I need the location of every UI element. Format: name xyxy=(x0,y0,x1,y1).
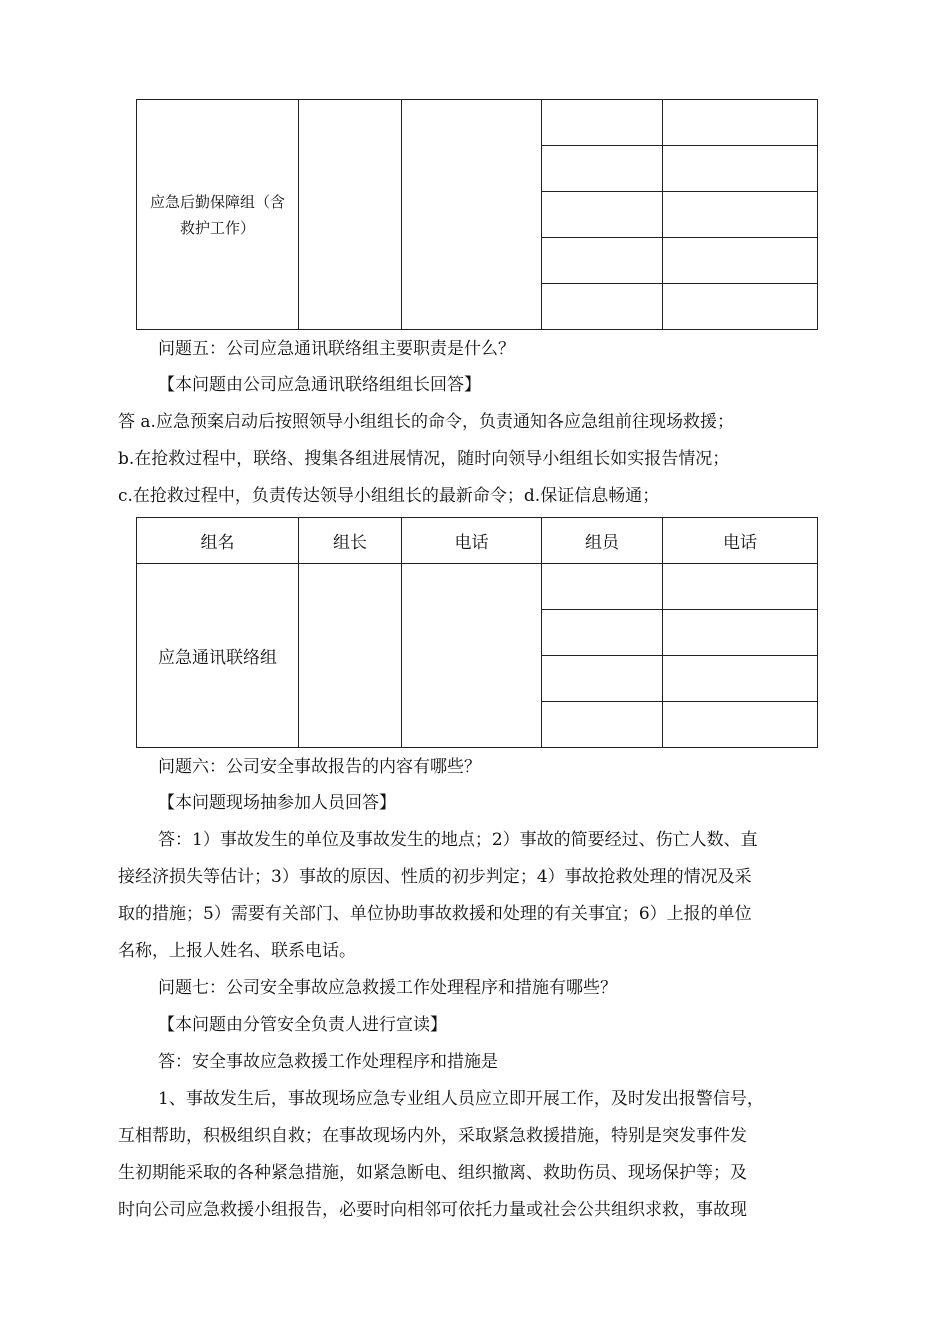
header-group-name: 组名 xyxy=(137,518,299,564)
group-name-cell: 应急通讯联络组 xyxy=(137,564,299,748)
q5-answer-a: 答 a.应急预案启动后按照领导小组组长的命令，负责通知各应急组前往现场救援； xyxy=(118,412,734,432)
member-phone-cell xyxy=(663,610,818,656)
q7-item1-line: 1、事故发生后，事故现场应急专业组人员应立即开展工作，及时发出报警信号， xyxy=(158,1089,764,1109)
q6-answer-line: 名称，上报人姓名、联系电话。 xyxy=(118,941,356,961)
member-cell xyxy=(542,100,663,146)
member-cell xyxy=(542,702,663,748)
member-cell xyxy=(542,564,663,610)
member-phone-cell xyxy=(663,284,818,330)
member-phone-cell xyxy=(663,702,818,748)
q7-answerer: 【本问题由分管安全负责人进行宣读】 xyxy=(158,1015,447,1035)
member-cell xyxy=(542,284,663,330)
q7-answer-intro: 答：安全事故应急救援工作处理程序和措施是 xyxy=(158,1052,498,1072)
member-cell xyxy=(542,192,663,238)
communication-group-table xyxy=(136,517,818,748)
leader-cell xyxy=(299,100,402,330)
q6-answer-line: 取的措施；5）需要有关部门、单位协助事故救援和处理的有关事宜；6）上报的单位 xyxy=(118,904,752,924)
q7-item1-line: 时向公司应急救援小组报告，必要时向相邻可依托力量或社会公共组织求救，事故现 xyxy=(118,1200,747,1220)
header-leader-phone: 电话 xyxy=(402,518,542,564)
leader-cell xyxy=(299,564,402,748)
group-name-cell xyxy=(137,100,299,330)
q7-question: 问题七：公司安全事故应急救援工作处理程序和措施有哪些？ xyxy=(158,978,617,998)
member-cell xyxy=(542,656,663,702)
q7-item1-line: 生初期能采取的各种紧急措施，如紧急断电、组织撤离、救助伤员、现场保护等；及 xyxy=(118,1163,747,1183)
member-phone-cell xyxy=(663,192,818,238)
logistics-group-table xyxy=(136,99,818,330)
member-cell xyxy=(542,238,663,284)
q5-answerer: 【本问题由公司应急通讯联络组组长回答】 xyxy=(158,375,481,395)
member-phone-cell xyxy=(663,100,818,146)
leader-phone-cell xyxy=(402,564,542,748)
member-cell xyxy=(542,146,663,192)
header-leader: 组长 xyxy=(299,518,402,564)
header-member: 组员 xyxy=(542,518,663,564)
member-phone-cell xyxy=(663,238,818,284)
group-name-line2: 救护工作） xyxy=(179,218,255,237)
member-phone-cell xyxy=(663,656,818,702)
q6-answer-line: 接经济损失等估计；3）事故的原因、性质的初步判定；4）事故抢救处理的情况及采 xyxy=(118,867,752,887)
q7-item1-line: 互相帮助，积极组织自救；在事故现场内外，采取紧急救援措施，特别是突发事件发 xyxy=(118,1126,747,1146)
q5-answer-cd: c.在抢救过程中，负责传达领导小组组长的最新命令；d.保证信息畅通； xyxy=(118,486,660,506)
q6-answerer: 【本问题现场抽参加人员回答】 xyxy=(158,793,396,813)
group-name-line1: 应急后勤保障组（含 xyxy=(149,192,285,211)
q6-answer-line: 答：1）事故发生的单位及事故发生的地点；2）事故的简要经过、伤亡人数、直 xyxy=(158,830,758,850)
leader-phone-cell xyxy=(402,100,542,330)
q5-answer-b: b.在抢救过程中，联络、搜集各组进展情况，随时向领导小组组长如实报告情况； xyxy=(118,449,730,469)
table-header-row xyxy=(137,518,818,564)
member-phone-cell xyxy=(663,146,818,192)
member-cell xyxy=(542,610,663,656)
q5-question: 问题五：公司应急通讯联络组主要职责是什么？ xyxy=(158,339,515,359)
member-phone-cell xyxy=(663,564,818,610)
header-member-phone: 电话 xyxy=(663,518,818,564)
q6-question: 问题六：公司安全事故报告的内容有哪些？ xyxy=(158,757,481,777)
